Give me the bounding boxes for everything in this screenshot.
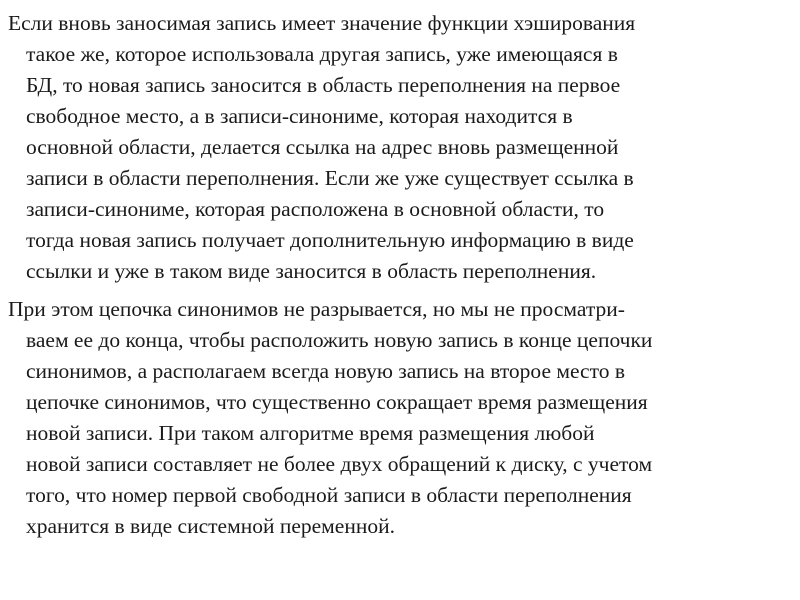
text-line: ссылки и уже в таком виде заносится в область переполнения. (26, 259, 597, 283)
text-line: БД, то новая запись заносится в область переполнения на первое (26, 73, 621, 97)
text-line: такое же, которое использовала другая запись, уже имеющаяся в (26, 42, 618, 66)
paragraph-synonym-chain (8, 294, 792, 542)
text-line: цепочке синонимов, что существенно сокращает время размещения (26, 390, 648, 414)
text-line: основной области, делается ссылка на адрес вновь размещенной (26, 135, 619, 159)
text-line: новой записи. При таком алгоритме время размещения любой (26, 421, 595, 445)
text-line: свободное место, а в записи-синониме, которая находится в (26, 104, 573, 128)
paragraph-overflow-insertion (8, 8, 792, 287)
text-line: ваем ее до конца, чтобы расположить новую запись в конце цепочки (26, 328, 653, 352)
text-line: синонимов, а располагаем всегда новую запись на второе место в (26, 359, 625, 383)
text-line: того, что номер первой свободной записи в области переполнения (26, 483, 632, 507)
text-line: тогда новая запись получает дополнительную информацию в виде (26, 228, 634, 252)
text-line: записи-синониме, которая расположена в основной области, то (26, 197, 605, 221)
text-line: записи в области переполнения. Если же уже существует ссылка в (26, 166, 634, 190)
text-line: При этом цепочка синонимов не разрывается, но мы не просматри- (8, 297, 625, 321)
text-line: хранится в виде системной переменной. (26, 514, 395, 538)
text-line: новой записи составляет не более двух обращений к диску, с учетом (26, 452, 653, 476)
text-line: Если вновь заносимая запись имеет значение функции хэширования (8, 11, 636, 35)
